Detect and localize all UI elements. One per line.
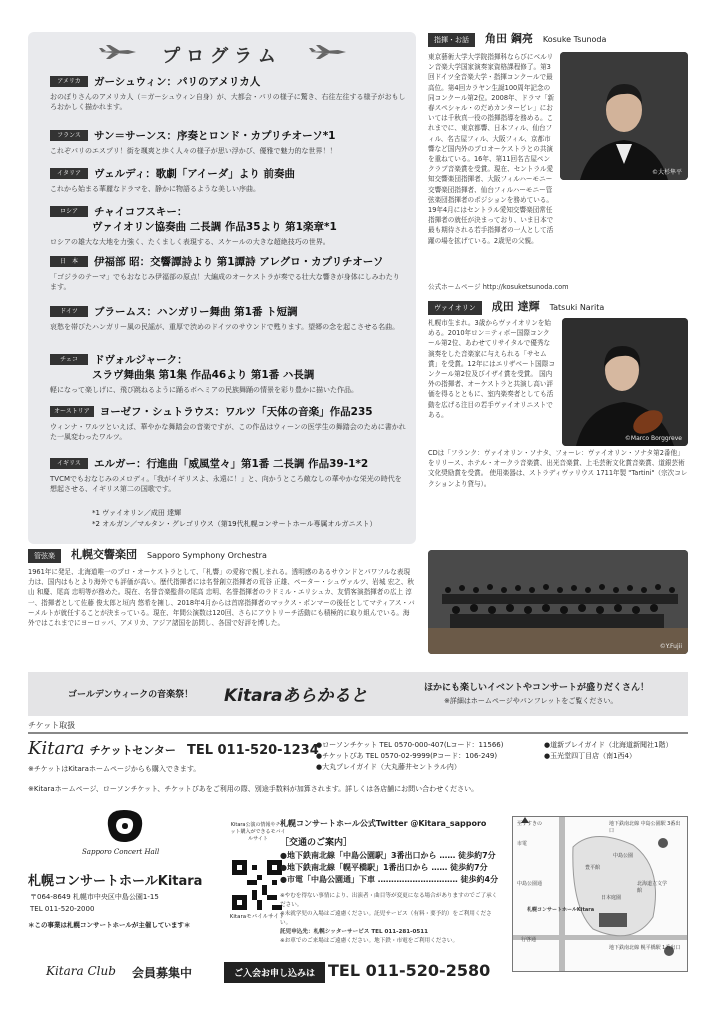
violinist-bio-cd: CDは「フランク：ヴァイオリン・ソナタ、フォーレ：ヴァイオリン・ソナタ第2番他」をリリース、ホテル・オークラ音楽賞、出光音楽賞、上毛芸術文化賞音楽賞、道銀芸術文化奨励賞を受賞。 使用楽器は、ストラディヴァリウス 1711年製 "Tartini"（宗次コレクションより貸与）。	[428, 449, 688, 488]
conductor-photo	[560, 52, 688, 180]
access-line: ●市電「中島公園通」下車 ………………………… 徒歩約4分	[280, 875, 499, 884]
program-item	[50, 404, 406, 442]
artist-name: 角田 鋼亮	[485, 32, 533, 45]
access-notes	[280, 892, 502, 946]
conductor-url: 公式ホームページ http://kosuketsunoda.com	[428, 283, 569, 291]
access-line: ●地下鉄南北線「幌平橋駅」1番出口から …… 徒歩約7分	[280, 863, 488, 872]
conductor-section	[428, 30, 690, 47]
club-title: 会員募集中	[132, 966, 193, 980]
piece-description: TVCMでもおなじみのメロディ。「我がイギリスよ、永遠に！」と、向かうところ敵なしの華やかな栄光の時代を想起させる、イギリス第二の国歌です。	[50, 475, 402, 493]
violinist-photo	[562, 318, 688, 446]
program-item	[50, 352, 406, 395]
map-labels	[517, 821, 685, 951]
ticket-fee-note: ※Kitaraホームページ、ローソンチケット、チケットぴあをご利用の際、別途手数料が加算されます。詳しくは各店舗にお問い合わせください。	[28, 785, 479, 793]
country-tag: オーストリア	[50, 406, 94, 417]
country-tag: ドイツ	[50, 306, 88, 317]
country-tag: 日 本	[50, 256, 88, 267]
access-map	[512, 816, 688, 972]
sponsor-note: ＊この事業は札幌コンサートホールが主催しています＊	[28, 921, 191, 929]
access-note: 託児申込先：札幌シッターサービス TEL 011-281-0511	[280, 929, 429, 935]
conductor-bio: 東京藝術大学大学院指揮科ならびにベルリン音楽大学国家演奏家資格課程修了。第3回ドイツ全音楽大学・指揮コンクールで最高位。第4回カラヤン生誕100周年記念の同コンクール第2位。2008年、ドラマ「新春スペシャル・のだめカンタービレ」においては千秋真一役の指揮指導を務める。これまでに、東京都響、日本フィル、仙台フィル、名古屋フィル、大阪フィル、京都市響など国内外のプロオーケストラとの共演を重ねている。16年、第11回名古屋ペンクラブ音楽賞を受賞。現在、セントラル愛知交響楽団指揮者、大阪フィルハーモニー交響楽団指揮者、仙台フィルハーモニー管弦楽団指揮者のポジションを務めている。19年4月にはセントラル愛知交響楽団常任指揮者の就任が決まっており、いま日本で最も期待される若手指揮者の一人として活躍の場を拡げている。2歳児の父親。	[428, 53, 555, 245]
orchestra-section	[28, 546, 416, 628]
role-label: 管弦楽	[28, 549, 61, 563]
qr-code-icon	[232, 860, 282, 910]
program-item	[50, 204, 406, 247]
photo-credit: ©大杉隼平	[651, 169, 682, 176]
piece-title: ヴェルディ：歌劇「アイーダ」より 前奏曲	[94, 168, 295, 180]
portrait-illustration	[560, 52, 688, 180]
map-label: 北海道立文学館	[637, 881, 668, 894]
artist-name: 成田 達輝	[491, 300, 540, 313]
program-item	[50, 456, 406, 494]
ticket-section	[28, 720, 688, 793]
piece-title-line2: スラヴ舞曲集 第1集 作品46より 第1番 ハ長調	[92, 369, 315, 381]
note-violin: *1 ヴァイオリン／成田 達輝	[92, 509, 182, 517]
country-tag: ロシア	[50, 206, 88, 217]
piece-description: これから始まる華麗なドラマを、静かに物語るような美しい序曲。	[50, 185, 260, 193]
map-label: 札幌コンサートホールKitara	[527, 907, 595, 913]
piece-title: ヨーゼフ・シュトラウス：ワルツ「天体の音楽」作品235	[99, 406, 373, 418]
role-label: ヴァイオリン	[428, 301, 482, 315]
hall-logo-caption: Sapporo Concert Hall	[82, 848, 160, 856]
program-item	[50, 304, 406, 332]
outlet: ●ローソンチケット TEL 0570-000-407(Lコード：11566)	[316, 741, 504, 749]
role-label: 指揮・お話	[428, 33, 475, 47]
piece-title: ドヴォルジャーク：	[94, 354, 188, 366]
access-note: ※お車でのご来場はご遠慮ください。地下鉄・市電をご利用ください。	[280, 938, 459, 944]
piece-description: ウィンナ・ワルツといえば、華やかな舞踏会の音楽ですが、この作品はウィーンの医学生の舞踏会のために書かれた一風変わったワルツ。	[50, 423, 406, 441]
airplane-icon	[308, 44, 348, 60]
piece-title: ガーシュウィン：パリのアメリカ人	[94, 76, 261, 88]
map-label: 豊平館	[585, 865, 601, 871]
orchestra-illustration	[428, 550, 688, 654]
hall-address: 〒064-8649 札幌市中央区中島公園1-15	[30, 893, 159, 901]
access-note: ※やむを得ない事情により、出演者・曲目等が変更になる場合がありますのでご了承ください。	[280, 893, 498, 908]
divider	[28, 732, 688, 734]
piece-description: ロシアの雄大な大地を力強く、たくましく表現する、スケールの大きな超絶技巧の世界。	[50, 238, 330, 246]
hall-tel: TEL 011-520-2000	[30, 905, 95, 913]
banner-right-note: ※詳細はホームページやパンフレットをご覧ください。	[444, 697, 618, 705]
qr-code[interactable]	[232, 860, 282, 910]
hall-name: 札幌コンサートホールKitara	[28, 874, 203, 889]
portrait-illustration	[562, 318, 688, 446]
piece-title: エルガー：行進曲「威風堂々」第1番 二長調 作品39-1*2	[94, 458, 369, 470]
outlet: ●大丸プレイガイド（大丸藤井セントラル内）	[316, 763, 461, 771]
ticket-center-label: チケットセンター	[89, 744, 176, 757]
piece-description: 軽になって楽しげに、飛び跳ねるように踊るボヘミアの民族舞踊の情景を彩り豊かに描いた作品。	[50, 386, 358, 394]
piece-title: サン＝サーンス：序奏とロンド・カプリチオーソ*1	[94, 130, 336, 142]
qr-caption: Kitaraモバイルサイト	[229, 914, 285, 920]
twitter-text: 札幌コンサートホール公式Twitter @Kitara_sapporo	[280, 819, 487, 828]
orchestra-photo	[428, 550, 688, 654]
qr-note: Kitara公演の情報やチケット購入ができるモバイルサイト	[230, 822, 286, 842]
club-brand: Kitara Club	[46, 964, 116, 978]
violinist-section	[428, 298, 690, 315]
program-item	[50, 74, 406, 112]
access-line: ●地下鉄南北線「中島公園駅」3番出口から …… 徒歩約7分	[280, 851, 496, 860]
access-note: ※未就学児の入場はご遠慮ください。託児サービス（有料・要予約）をご利用ください。	[280, 911, 492, 926]
map-label: 中島公園通	[517, 881, 543, 887]
banner-lead: ゴールデンウィークの音楽祭！	[68, 690, 194, 700]
program-item	[50, 166, 406, 194]
photo-credit: ©Marco Borggreve	[624, 435, 682, 442]
club-tel[interactable]: TEL 011-520-2580	[328, 961, 491, 980]
country-tag: イギリス	[50, 458, 88, 469]
orchestra-bio: 1961年に発足、北海道唯一のプロ・オーケストラとして、「札響」の愛称で親しまれる。透明感のあるサウンドとパワフルな表現力は、国内はもとより海外でも評価が高い。歴代指揮者には名誉創立指揮者の荒谷 正雄、ペーター・シュヴァルツ、岩城 宏之、秋山 和慶、尾高 忠明等が務めた。現在、名誉音楽監督の尾高 忠明、名誉指揮者のラドミル・エリシュカ、友情客演指揮者の広上 淳一、指揮者として佐藤 俊太郎と垣内 悠希を擁し、2018年4月からは首席指揮者のマックス・ポンマーの後任としてマティアス・バーメルトが就任することが決まっている。現在、年間公演数は120回、さらにアウトリーチ活動にも積極的に取り組んでいる。海外ではこれまでにヨーロッパ、アメリカ、アジア諸国を訪問し、各国で好評を博した。	[28, 568, 415, 628]
piece-title: 伊福部 昭：交響譚詩より 第1譚詩 アレグロ・カプリチオーソ	[94, 256, 384, 268]
artist-name-en: Tatsuki Narita	[549, 303, 605, 312]
kitara-brand: Kitara	[28, 738, 85, 759]
piece-title: チャイコフスキー：	[94, 206, 188, 218]
note-organ: *2 オルガン／マルタン・グレゴリウス（第19代札幌コンサートホール専属オルガニスト）	[92, 520, 377, 528]
country-tag: チェコ	[50, 354, 88, 365]
access-heading: ［交通のご案内］	[280, 838, 353, 848]
country-tag: アメリカ	[50, 76, 88, 87]
orchestra-name-en: Sapporo Symphony Orchestra	[147, 551, 267, 560]
twitter-info[interactable]	[280, 818, 502, 829]
piece-title: ブラームス：ハンガリー舞曲 第1番 ト短調	[94, 306, 298, 318]
outlet: ●道新プレイガイド（北海道新聞社1階）	[544, 741, 673, 749]
ticket-outlets	[316, 740, 503, 773]
photo-credit: ©Y.Fujii	[659, 643, 682, 650]
kitara-alacarte-banner	[28, 672, 688, 716]
program-item	[50, 254, 406, 292]
map-label: 地下鉄南北線 幌平橋駅 1番出口	[609, 945, 681, 951]
kitara-hall-logo	[100, 806, 150, 846]
alacarte-logo: Kitaraあらかると	[224, 686, 368, 706]
access-section	[280, 818, 502, 946]
map-label: 日本庭園	[601, 895, 622, 901]
banner-right-text: ほかにも楽しいイベントやコンサートが盛りだくさん！	[424, 683, 650, 693]
kitara-club	[28, 958, 688, 988]
ticket-heading: チケット取扱	[28, 721, 76, 730]
artist-name-en: Kosuke Tsunoda	[542, 35, 607, 44]
map-label: 至すすきの	[517, 821, 543, 827]
program-panel	[28, 32, 416, 544]
map-label: 地下鉄南北線 中島公園駅 3番出口	[609, 821, 681, 834]
outlet: ●玉光堂四丁目店（南1西4）	[544, 752, 637, 760]
ticket-outlets-2	[544, 740, 673, 762]
orchestra-name: 札幌交響楽団	[71, 548, 137, 561]
piece-description: 哀愁を帯びたハンガリー風の民謡が、重厚で渋めのドイツのサウンドで甦ります。望郷の念を起こさせる名曲。	[50, 323, 400, 331]
map-label: 市電	[517, 841, 528, 847]
program-notes	[92, 508, 376, 530]
piece-description: これぞパリのエスプリ！街を颯爽と歩く人々の様子が思い浮かび、優雅で魅力的な世界！！	[50, 147, 337, 155]
piece-title-line2: ヴァイオリン協奏曲 二長調 作品35より 第1楽章*1	[92, 221, 337, 233]
hall-info	[28, 806, 238, 952]
map-label: 行啓通	[521, 937, 537, 943]
ticket-center-tel: TEL 011-520-1234	[186, 743, 319, 758]
access-lines	[280, 850, 502, 886]
ticket-center	[28, 738, 319, 759]
map-label: 中島公園	[613, 853, 634, 859]
country-tag: フランス	[50, 130, 88, 141]
club-cta: ご入会お申し込みは	[224, 962, 325, 983]
piece-description: 「ゴジラのテーマ」でもおなじみ伊福部の原点！大編成のオーケストラが奏でる壮大な響きが身体にしみわたります。	[50, 273, 400, 291]
piece-description: おのぼりさんのアメリカ人（＝ガーシュウィン自身）が、大都会・パリの様子に驚き、右往左往する様子がおもしろおかしく描かれます。	[50, 93, 406, 111]
program-heading: プログラム	[162, 46, 282, 67]
outlet: ●チケットぴあ TEL 0570-02-9999(Pコード：106-249)	[316, 752, 498, 760]
program-item	[50, 128, 406, 156]
country-tag: イタリア	[50, 168, 88, 179]
violinist-bio: 札幌市生まれ。3歳からヴァイオリンを始める。2010年ロン＝ティボー国際コンクール第2位、あわせてリサイタルで優秀な演奏をした音楽家に与えられる「サセム賞」を受賞。12年にはエリザベート国際コンクール第2位及びイザイ賞を受賞。 国内外の指揮者、オーケストラと共演し高い評価を得るとともに、室内楽奏者としても活動を広げる注目の若手ヴァイオリニストである。	[428, 319, 555, 419]
ticket-center-note: ※チケットはKitaraホームページからも購入できます。	[28, 765, 201, 773]
